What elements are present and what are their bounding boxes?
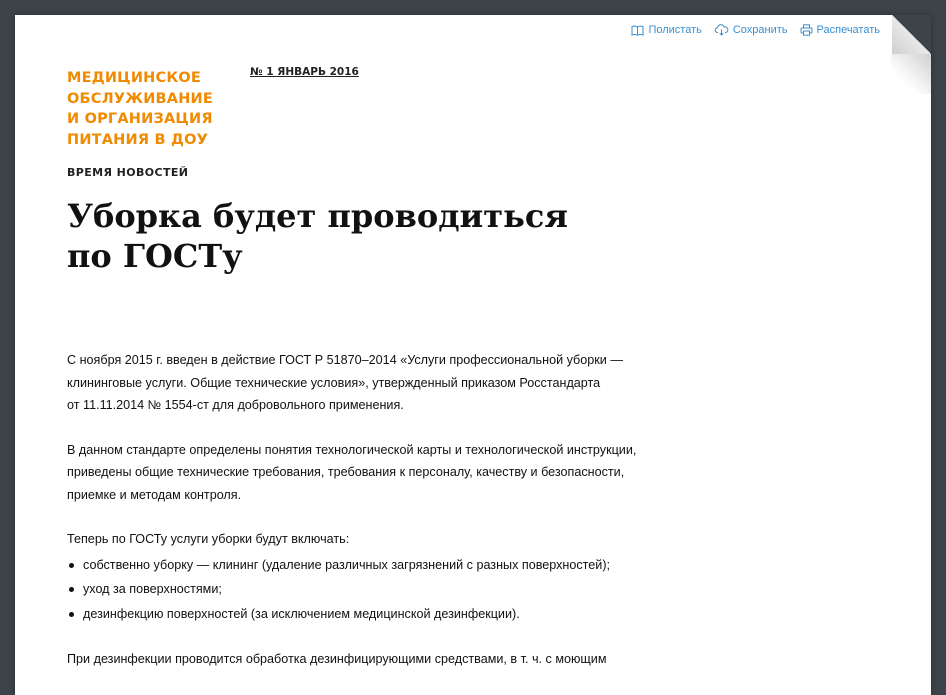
article-title-line: Уборка будет проводиться — [67, 197, 568, 235]
print-button[interactable] — [800, 24, 880, 36]
article-toolbar — [631, 24, 880, 36]
magazine-title[interactable] — [67, 68, 247, 150]
magazine-title-line: И ОРГАНИЗАЦИЯ — [67, 111, 213, 127]
list-item: дезинфекцию поверхностей (за исключением медицинской дезинфекции). — [67, 602, 667, 627]
paragraph-line: Теперь по ГОСТу услуги уборки будут включать: — [67, 532, 350, 546]
paragraph — [67, 648, 667, 671]
issue-link[interactable]: № 1 ЯНВАРЬ 2016 — [250, 66, 359, 78]
paragraph-line: от 11.11.2014 № 1554-ст для добровольного применения. — [67, 398, 404, 412]
browse-button[interactable] — [631, 24, 701, 36]
section-label: ВРЕМЯ НОВОСТЕЙ — [67, 166, 189, 179]
paragraph — [67, 349, 667, 417]
paragraph-line: В данном стандарте определены понятия технологической карты и технологической инструкции, — [67, 442, 637, 457]
browse-label: Полистать — [648, 24, 702, 36]
book-icon — [631, 25, 644, 36]
paragraph-line: При дезинфекции проводится обработка дезинфицирующими средствами, в т. ч. с моющим — [67, 652, 607, 666]
article-title — [67, 196, 627, 276]
magazine-title-line: МЕДИЦИНСКОЕ — [67, 70, 202, 86]
bullet-list — [67, 553, 667, 627]
paragraph-line: приемке и методам контроля. — [67, 487, 242, 502]
list-lead — [67, 528, 667, 551]
paragraph — [67, 439, 667, 507]
list-item: уход за поверхностями; — [67, 577, 667, 602]
printer-icon — [800, 24, 813, 36]
magazine-title-line: ОБСЛУЖИВАНИЕ — [67, 90, 213, 107]
save-button[interactable] — [714, 24, 788, 36]
list-item: собственно уборку — клининг (удаление различных загрязнений с разных поверхностей); — [67, 553, 667, 578]
paragraph-line: клининговые услуги. Общие технические условия», утвержденный приказом Росстандарта — [67, 375, 601, 390]
page-curl-corner — [892, 15, 931, 54]
magazine-title-line: ПИТАНИЯ В ДОУ — [67, 131, 208, 148]
paragraph-line: С ноября 2015 г. введен в действие ГОСТ Р 51870–2014 «Услуги профессиональной уборки — — [67, 353, 623, 367]
cloud-download-icon — [714, 24, 729, 36]
article-title-line: по ГОСТу — [67, 237, 243, 275]
article-body — [67, 349, 667, 693]
print-label: Распечатать — [816, 24, 880, 36]
paragraph-line: приведены общие технические требования, требования к персоналу, качеству и безопасности, — [67, 465, 625, 479]
save-label: Сохранить — [732, 24, 788, 36]
